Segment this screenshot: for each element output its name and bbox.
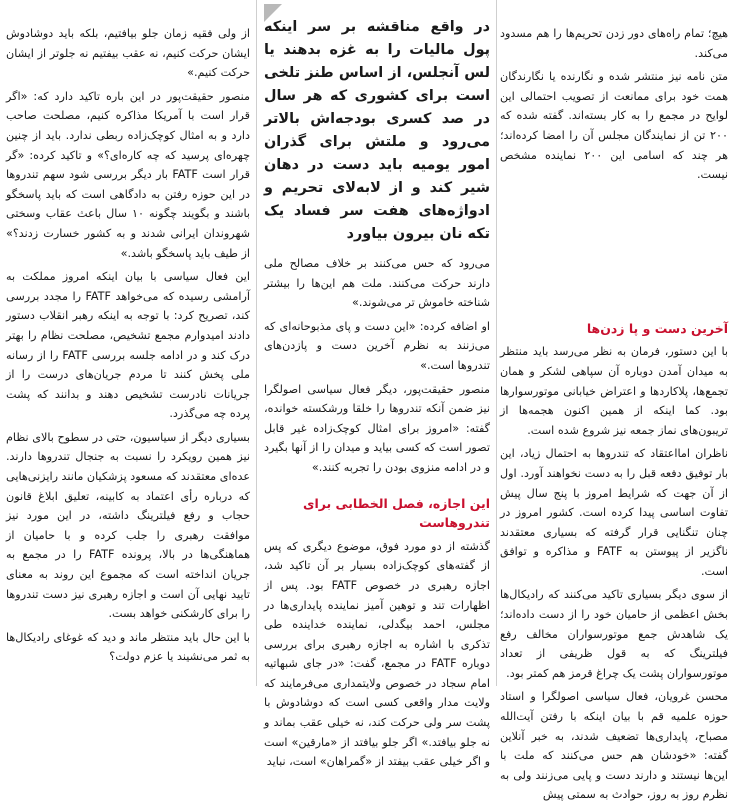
column-divider [256, 0, 257, 686]
article-paragraph: ناظران امااعتقاد که تندروها به احتمال زیاد، این بار توفیق دفعه قبل را به دست نخواهند آورد. اول از آن جهت که شرایط امروز با پنج سال پیش تفاوت اساسی پیدا کرده است. کشور امروز در چنان تنگنایی قرار گرفته که بسیاری معتقدند ناگزیر از پیوستن به FATF و مذاکره و توافق است. [500, 447, 728, 578]
left-column [6, 24, 250, 686]
corner-triangle-icon [264, 4, 282, 22]
right-column [500, 24, 728, 802]
article-paragraph: هیچ؛ تمام راه‌های دور زدن تحریم‌ها را هم مسدود می‌کند. [500, 27, 728, 60]
middle-column [264, 4, 490, 769]
article-paragraph: می‌رود که حس می‌کنند بر خلاف مصالح ملی دارند حرکت می‌کنند. ملت هم این‌ها را بیشتر شناخته خاموش تر می‌شوند.» [264, 257, 490, 310]
article-paragraph: متن نامه نیز منتشر شده و نگارنده یا نگارندگان همت خود برای ممانعت از تصویب احتمالی این لوایح در مجمع را به کار بسته‌اند. گفته شده که ۲۰۰ تن از نمایندگان مجلس آن را امضا کرده‌اند؛ هر چند که اسامی این ۲۰۰ نماینده مشخص نیست. [500, 70, 728, 182]
article-paragraph: منصور حقیقت‌پور، دیگر فعال سیاسی اصولگرا نیز ضمن آنکه تندروها را خلقا ورشکسته خوانده، گفته: «امروز برای امثال کوچک‌زاده غیر قابل تصور است که کسی بیاید و میدان را از آنها بگیرد و در ادامه منزوی بودن را تجربه کنند.» [264, 382, 490, 474]
article-paragraph: با این دستور، فرمان به نظر می‌رسد باید منتظر به میدان آمدن دوباره آن سپاهی لشکر و همان تجمع‌ها، پلاکاردها و اعتراض خیابانی موتورسوارها بود. کما اینکه از همین اکنون هجمه‌ها از تریبون‌های نماز جمعه نیز شروع شده است. [500, 345, 728, 437]
article-paragraph: با این حال باید منتظر ماند و دید که غوغای رادیکال‌ها به ثمر می‌نشیند یا عزم دولت؟ [6, 630, 250, 664]
article-paragraph: او اضافه کرده: «این دست و پای مذبوحانه‌ای که می‌زنند به نظرم آخرین دست و پازدن‌های تندروها است.» [264, 319, 490, 372]
pull-quote: در واقع مناقشه بر سر اینکه پول مالیات را به غزه بدهند یا لس آنجلس، از اساس طنز تلخی است برای کشوری که هر سال در صد کسری بودجه‌اش بالاتر می‌رود و ملتش برای گذران امور یومیه باید دست در دهان شیر کند و از لابه‌لای تحریم و ادواژه‌های هفت سر فساد یک تکه نان بیرون بیاورد [264, 19, 490, 242]
article-paragraph: این فعال سیاسی با بیان اینکه امروز مملکت به آرامشی رسیده که می‌خواهد FATF را مجدد بررسی کند، تصریح کرد: با توجه به اینکه رهبر انقلاب دستور دادند امیدوارم مجمع تشخیص، مصلحت نظام را بهتر درک کند و در ادامه جلسه بررسی FATF را از رسانه ملی پخش کنند تا مردم جریان‌های درست را از جریانات نادرست تشخیص دهند و بدانند که پشت پرده چه می‌گذرد. [6, 270, 250, 421]
column-divider [496, 0, 497, 686]
section-subheading: آخرین دست و پا زدن‌ها [586, 320, 728, 336]
article-paragraph: از سوی دیگر بسیاری تاکید می‌کنند که رادیکال‌ها بخش اعظمی از حامیان خود را از دست داده‌اند؛ یک شاهدش جمع موتورسواران مخالف رفع فیلترینگ که به قول ظریفی از تعداد موتورسواران پشت یک چراغ قرمز هم کمتر بود. [500, 588, 728, 680]
article-paragraph: محسن غرویان، فعال سیاسی اصولگرا و استاد حوزه علمیه قم با بیان اینکه با رفتن آیت‌الله مصباح، پایداری‌ها تضعیف شدند، به خبر آنلاین گفته: «خودشان هم حس می‌کنند که ملت با این‌ها نیستند و دارند دست و پایی می‌زنند ولی به نظرم روز به روز، حوادث به سمتی پیش [500, 690, 728, 802]
article-paragraph: منصور حقیقت‌پور در این باره تاکید دارد که: «اگر قرار است با آمریکا مذاکره کنیم، مصلحت صاحب دارد و به امثال کوچک‌زاده ربطی ندارد. باید از چنین چهره‌ای پرسید که چه کاره‌ای؟» و تاکید کرده: «گر قرار است FATF بار دیگر بررسی شود سهم تندروها در این حوزه رفتن به دادگاهی است که باید پاسخگو باشند و بگویند چگونه ۱۰ سال باعث عقاب وسختی شهروندان ایرانی شدند و به کشور خسارت زدند؟» از طیف باید پاسخگو باشد.» [6, 89, 250, 260]
article-paragraph: گذشته از دو مورد فوق، موضوع دیگری که پس از گفته‌های کوچک‌زاده بسیار بر آن تاکید شد، اجازه رهبری در خصوص FATF بود. پس از اظهارات تند و توهین آمیز نماینده پایداری‌ها در مجلس، احمد بیگدلی، نماینده خداینده طی تذکری با اشاره به اجازه رهبری برای بررسی دوباره FATF در مجمع، گفت: «در جای شبهاتیه امام سجاد در خصوص ولایتمداری می‌فرمایند که ولایت مدار واقعی کسی است که دوشادوش با پشت سر ولی حرکت کند، نه خیلی عقب بماند و نه جلو بیافتد.» اگر جلو بیافتد از «مارقین» است و اگر خیلی عقب بیفتد از «گمراهان» است، نباید [264, 539, 490, 769]
article-paragraph: بسیاری دیگر از سیاسیون، حتی در سطوح بالای نظام نیز همین رویکرد را نسبت به جنجال تندروها دارند. عده‌ای معتقدند که مسعود پزشکیان مانند رایزنی‌هایی که درباره رأی اعتماد به کابینه، تعلیق ابلاغ قانون حجاب و رفع فیلترینگ داشته، در این مورد نیز موافقت رهبری را جلب کرده و با حامیان از هماهنگی‌ها در بالا، پرونده FATF را در مجمع به جریان انداخته است که مجموع این روند به معنای تایید نهایی آن است و اجازه رهبری نیز دست تندروها را برای کارشکنی خواهد بست. [6, 430, 250, 621]
section-subheading: این اجازه، فصل الخطابی برای تندروهاست [302, 495, 490, 531]
article-paragraph: از ولی فقیه زمان جلو بیافتیم، بلکه باید دوشادوش ایشان حرکت کنیم، نه عقب بیفتیم نه جلوتر از ایشان حرکت کنیم.» [6, 27, 250, 80]
